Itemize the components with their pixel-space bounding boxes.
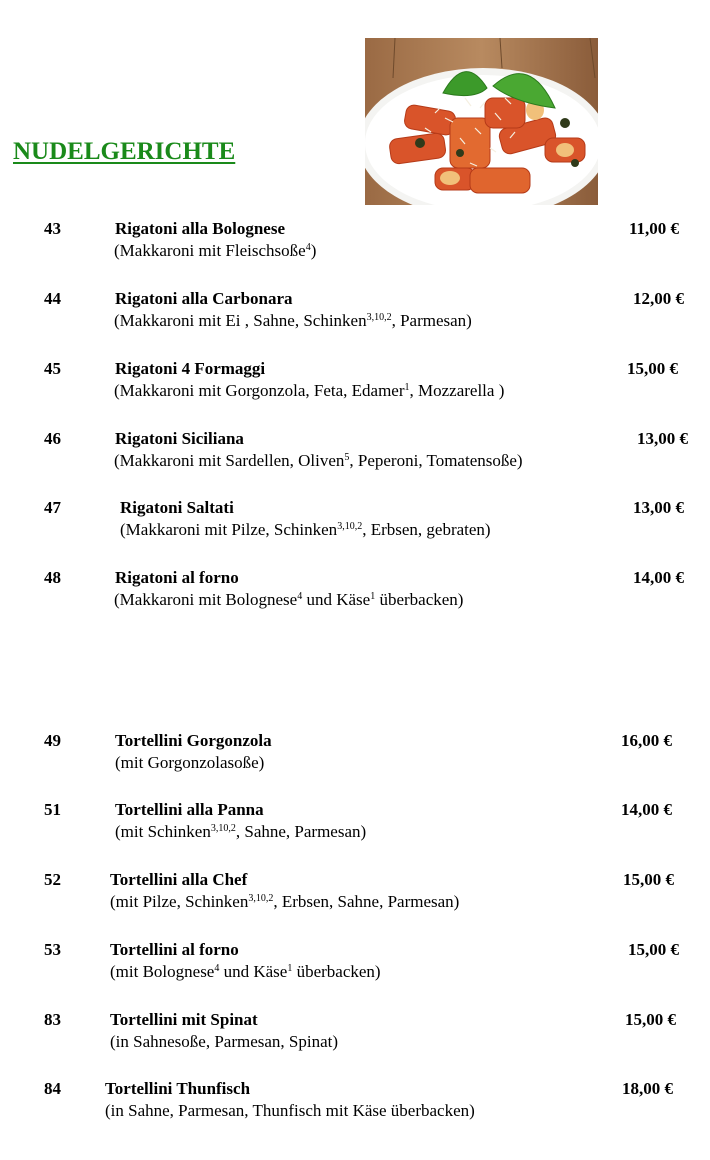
allergen-footnote: 3,10,2 [210,823,236,834]
description-text: (Makkaroni mit Sardellen, Oliven [114,451,345,470]
allergen-footnote: 5 [344,452,350,463]
description-text: überbacken) [375,590,464,609]
item-price: 15,00 € [623,870,674,889]
item-price: 15,00 € [625,1010,676,1029]
description-text: (in Sahne, Parmesan, Thunfisch mit Käse überbacken) [105,1101,475,1120]
menu-item [0,498,710,548]
description-text: (mit Pilze, Schinken [110,892,249,911]
menu-item [0,870,710,920]
description-text: (mit Gorgonzolasoße) [115,753,265,772]
description-text: (Makkaroni mit Pilze, Schinken [120,520,338,539]
item-name: Rigatoni al forno [115,568,239,587]
menu-item [0,568,710,618]
menu-item [0,219,710,269]
menu-item [0,1010,710,1060]
item-price: 15,00 € [628,940,679,959]
section-title: NUDELGERICHTE [13,138,236,165]
item-name: Rigatoni Siciliana [115,429,244,448]
item-number: 43 [44,219,61,238]
item-name: Tortellini alla Panna [115,800,264,819]
item-description [115,822,366,842]
item-number: 83 [44,1010,61,1029]
item-price: 11,00 € [629,219,680,238]
pasta-dish-icon [365,38,598,205]
item-price: 15,00 € [627,359,678,378]
item-number: 51 [44,800,61,819]
description-text: , Erbsen, gebraten) [362,520,491,539]
item-price: 14,00 € [633,568,684,587]
item-number: 52 [44,870,61,889]
item-number: 84 [44,1079,61,1098]
description-text: (Makkaroni mit Fleischsoße [114,241,306,260]
menu-item [0,429,710,479]
item-number: 46 [44,429,61,448]
item-number: 44 [44,289,61,308]
description-text: ) [310,241,317,260]
allergen-footnote: 1 [370,591,376,602]
allergen-footnote: 1 [287,963,293,974]
item-name: Tortellini Thunfisch [105,1079,251,1098]
item-name: Tortellini Gorgonzola [115,731,272,750]
item-name: Rigatoni Saltati [120,498,234,517]
allergen-footnote: 4 [214,963,220,974]
description-text: , Mozzarella ) [409,381,505,400]
menu-item [0,1079,710,1129]
item-number: 47 [44,498,61,517]
item-price: 14,00 € [621,800,672,819]
allergen-footnote: 4 [297,591,303,602]
description-text: , Peperoni, Tomatensoße) [349,451,523,470]
allergen-footnote: 3,10,2 [248,893,274,904]
pasta-dish-photo [365,38,598,205]
allergen-footnote: 4 [305,242,311,253]
item-number: 49 [44,731,61,750]
item-name: Tortellini alla Chef [110,870,248,889]
item-price: 12,00 € [633,289,684,308]
item-description [114,381,504,401]
description-text: (Makkaroni mit Gorgonzola, Feta, Edamer [114,381,405,400]
item-description [110,962,381,982]
item-description [114,311,472,331]
item-price: 13,00 € [637,429,688,448]
item-description [114,590,463,610]
description-text: (in Sahnesoße, Parmesan, Spinat) [110,1032,339,1051]
item-name: Rigatoni alla Carbonara [115,289,293,308]
description-text: , Erbsen, Sahne, Parmesan) [273,892,460,911]
menu-item [0,800,710,850]
menu-item [0,940,710,990]
item-description [110,1032,338,1052]
allergen-footnote: 3,10,2 [366,312,392,323]
description-text: und Käse [219,962,288,981]
item-number: 45 [44,359,61,378]
item-description [115,753,264,773]
item-description [120,520,491,540]
menu-item [0,359,710,409]
item-name: Rigatoni 4 Formaggi [115,359,266,378]
description-text: , Sahne, Parmesan) [235,822,367,841]
item-price: 16,00 € [621,731,672,750]
item-description [114,451,523,471]
description-text: (Makkaroni mit Ei , Sahne, Schinken [114,311,367,330]
description-text: überbacken) [292,962,381,981]
allergen-footnote: 1 [404,382,410,393]
item-description [110,892,459,912]
item-price: 13,00 € [633,498,684,517]
description-text: und Käse [302,590,371,609]
item-number: 48 [44,568,61,587]
allergen-footnote: 3,10,2 [337,521,363,532]
item-description [105,1101,475,1121]
description-text: (mit Schinken [115,822,211,841]
description-text: (mit Bolognese [110,962,215,981]
menu-item [0,289,710,339]
item-name: Tortellini mit Spinat [110,1010,258,1029]
item-name: Tortellini al forno [110,940,239,959]
item-name: Rigatoni alla Bolognese [115,219,286,238]
item-description [114,241,316,261]
item-price: 18,00 € [622,1079,673,1098]
description-text: (Makkaroni mit Bolognese [114,590,298,609]
description-text: , Parmesan) [391,311,472,330]
menu-item [0,731,710,781]
item-number: 53 [44,940,61,959]
